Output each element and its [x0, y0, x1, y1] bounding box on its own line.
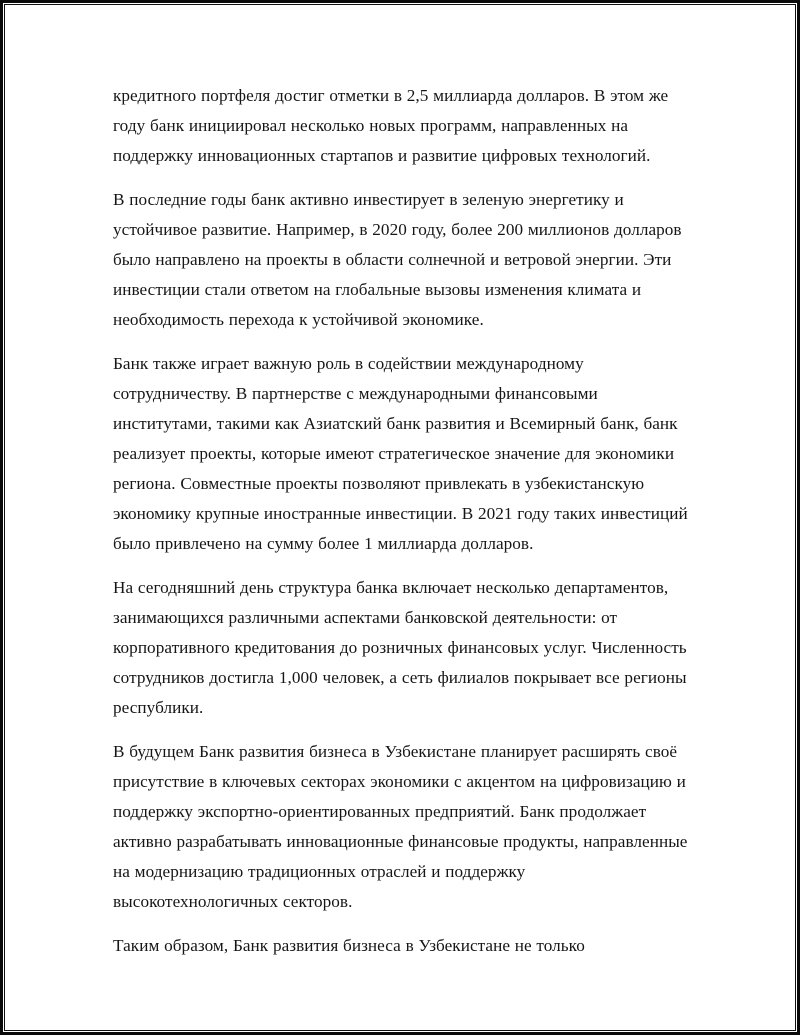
paragraph-2: В последние годы банк активно инвестирует в зеленую энергетику и устойчивое развитие. Например, в 2020 году, более 200 миллионов долларов было направлено на проекты в области солнечной и ветровой энергии. Эти инвестиции стали ответом на глобальные вызовы изменения климата и необходимость перехода к устойчивой экономике. — [113, 190, 682, 329]
document-text-body — [113, 81, 691, 961]
paragraph-4: На сегодняшний день структура банка включает несколько департаментов, занимающихся различными аспектами банковской деятельности: от корпоративного кредитования до розничных финансовых услуг. Численность сотрудников достигла 1,000 человек, а сеть филиалов покрывает все регионы республики. — [113, 578, 687, 717]
paragraph-1: кредитного портфеля достиг отметки в 2,5 миллиарда долларов. В этом же году банк инициировал несколько новых программ, направленных на поддержку инновационных стартапов и развитие цифровых технологий. — [113, 86, 669, 165]
paragraph-6: Таким образом, Банк развития бизнеса в Узбекистане не только — [113, 936, 585, 955]
paragraph-3: Банк также играет важную роль в содействии международному сотрудничеству. В партнерстве с международными финансовыми институтами, такими как Азиатский банк развития и Всемирный банк, банк реализует проекты, которые имеют стратегическое значение для экономики региона. Совместные проекты позволяют привлекать в узбекистанскую экономику крупные иностранные инвестиции. В 2021 году таких инвестиций было привлечено на сумму более 1 миллиарда долларов. — [113, 354, 688, 553]
paragraph-5: В будущем Банк развития бизнеса в Узбекистане планирует расширять своё присутствие в ключевых секторах экономики с акцентом на цифровизацию и поддержку экспортно-ориентированных предприятий. Банк продолжает активно разрабатывать инновационные финансовые продукты, направленные на модернизацию традиционных отраслей и поддержку высокотехнологичных секторов. — [113, 742, 688, 911]
